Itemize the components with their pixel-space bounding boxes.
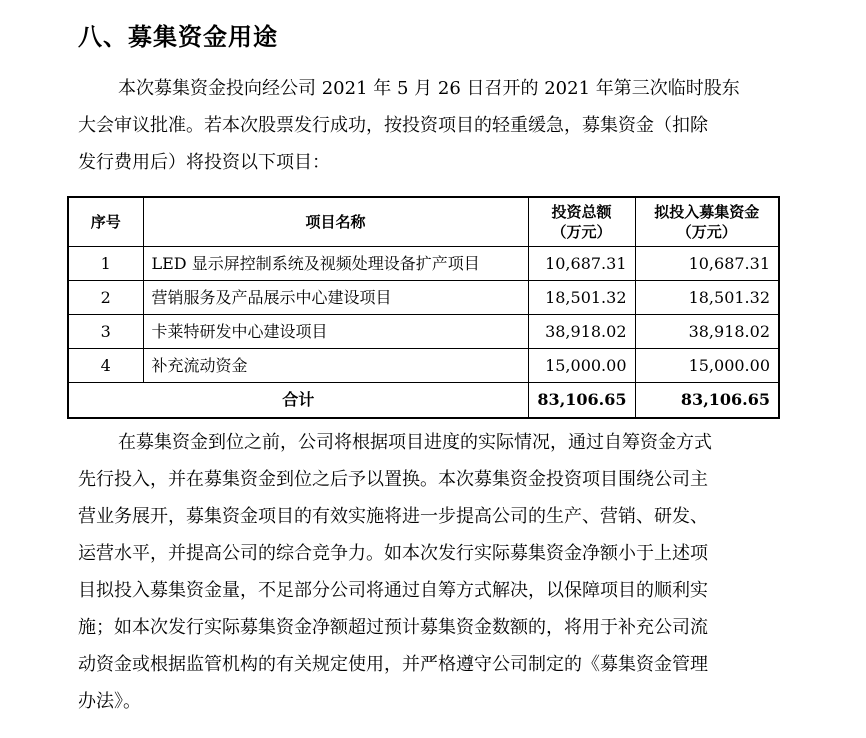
total-label: 合计 bbox=[68, 383, 528, 419]
intro-line: 发行费用后）将投资以下项目： bbox=[78, 152, 330, 173]
row-name: 卡莱特研发中心建设项目 bbox=[143, 315, 528, 349]
row-no: 3 bbox=[68, 315, 143, 349]
table-row bbox=[68, 281, 779, 315]
intro-line: 大会审议批准。若本次股票发行成功，按投资项目的轻重缓急，募集资金（扣除 bbox=[78, 115, 708, 136]
row-total: 10,687.31 bbox=[528, 247, 635, 281]
body-line: 动资金或根据监管机构的有关规定使用，并严格遵守公司制定的《募集资金管理 bbox=[78, 654, 708, 675]
total-amount: 83,106.65 bbox=[528, 383, 635, 419]
row-total: 18,501.32 bbox=[528, 281, 635, 315]
row-name: 营销服务及产品展示中心建设项目 bbox=[143, 281, 528, 315]
table-header-row bbox=[68, 197, 779, 247]
section-title: 八、募集资金用途 bbox=[78, 23, 278, 51]
table-row bbox=[68, 247, 779, 281]
header-no: 序号 bbox=[68, 197, 143, 247]
intro-paragraph bbox=[78, 70, 778, 181]
row-planned: 38,918.02 bbox=[635, 315, 779, 349]
header-planned-line2: （万元） bbox=[676, 223, 737, 241]
row-planned: 15,000.00 bbox=[635, 349, 779, 383]
table-row bbox=[68, 349, 779, 383]
row-name: LED 显示屏控制系统及视频处理设备扩产项目 bbox=[143, 247, 528, 281]
row-total: 15,000.00 bbox=[528, 349, 635, 383]
intro-line: 本次募集资金投向经公司 2021 年 5 月 26 日召开的 2021 年第三次临时股东 bbox=[118, 78, 740, 99]
body-line: 施；如本次发行实际募集资金净额超过预计募集资金数额的，将用于补充公司流 bbox=[78, 617, 708, 638]
header-planned bbox=[635, 197, 779, 247]
row-no: 1 bbox=[68, 247, 143, 281]
body-line: 办法》。 bbox=[78, 691, 141, 712]
body-line: 营业务展开，募集资金项目的有效实施将进一步提高公司的生产、营销、研发、 bbox=[78, 506, 708, 527]
body-line: 运营水平，并提高公司的综合竞争力。如本次发行实际募集资金净额小于上述项 bbox=[78, 543, 708, 564]
header-planned-line1: 拟投入募集资金 bbox=[654, 203, 760, 221]
row-no: 4 bbox=[68, 349, 143, 383]
body-line: 在募集资金到位之前，公司将根据项目进度的实际情况，通过自筹资金方式 bbox=[118, 432, 712, 453]
table-row bbox=[68, 315, 779, 349]
row-total: 38,918.02 bbox=[528, 315, 635, 349]
header-total bbox=[528, 197, 635, 247]
body-line: 先行投入，并在募集资金到位之后予以置换。本次募集资金投资项目围绕公司主 bbox=[78, 469, 708, 490]
total-planned: 83,106.65 bbox=[635, 383, 779, 419]
body-paragraph bbox=[78, 424, 778, 720]
header-name: 项目名称 bbox=[143, 197, 528, 247]
header-total-line2: （万元） bbox=[551, 223, 612, 241]
row-planned: 10,687.31 bbox=[635, 247, 779, 281]
header-total-line1: 投资总额 bbox=[551, 203, 612, 221]
body-line: 目拟投入募集资金量，不足部分公司将通过自筹方式解决，以保障项目的顺利实 bbox=[78, 580, 708, 601]
row-no: 2 bbox=[68, 281, 143, 315]
table-total-row bbox=[68, 383, 779, 419]
row-planned: 18,501.32 bbox=[635, 281, 779, 315]
fund-use-table bbox=[67, 196, 780, 419]
row-name: 补充流动资金 bbox=[143, 349, 528, 383]
